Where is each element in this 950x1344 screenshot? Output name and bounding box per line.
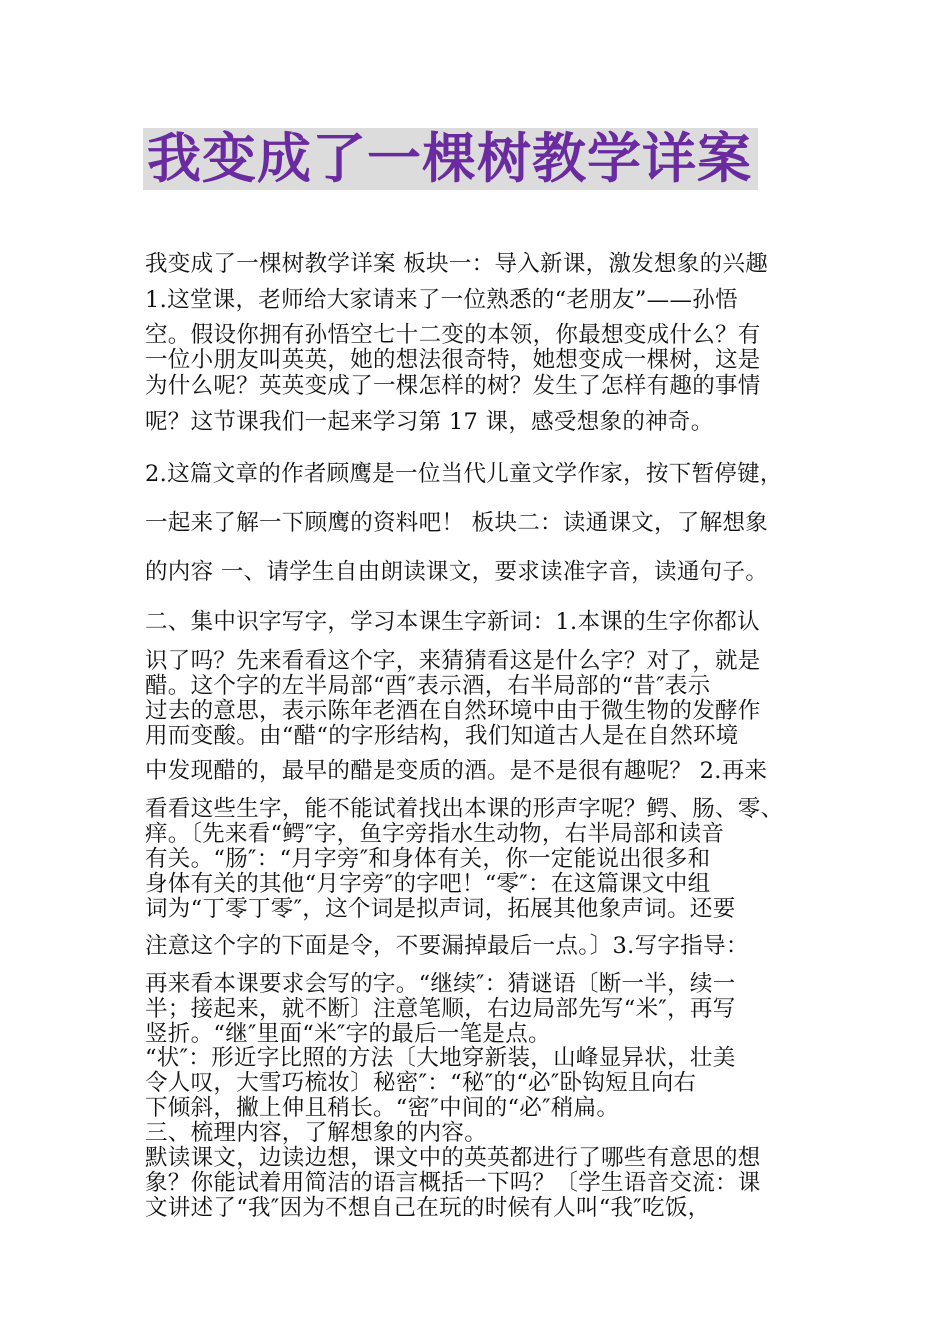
text-line: 中发现醋的，最早的醋是变质的酒。是不是很有趣呢？ 2.再来 xyxy=(145,758,768,784)
text-line: 醋。这个字的左半局部“酉″表示酒，右半局部的“昔″表示 xyxy=(145,673,711,699)
text-line: 象？你能试着用简洁的语言概括一下吗？〔学生语音交流：课 xyxy=(145,1170,761,1196)
text-line: 注意这个字的下面是令，不要漏掉最后一点。〕3.写字指导： xyxy=(145,933,749,959)
text-line: 2.这篇文章的作者顾鹰是一位当代儿童文学作家，按下暂停键， xyxy=(145,461,783,487)
text-line: 默读课文，边读边想，课文中的英英都进行了哪些有意思的想 xyxy=(145,1145,761,1171)
text-line: 看看这些生字，能不能试着找出本课的形声字呢？鳄、肠、零、 xyxy=(145,796,784,822)
text-line: 一位小朋友叫英英，她的想法很奇特，她想变成一棵树，这是 xyxy=(145,347,761,373)
text-line: 三、梳理内容，了解想象的内容。 xyxy=(145,1120,488,1146)
text-line: 为什么呢？英英变成了一棵怎样的树？发生了怎样有趣的事情 xyxy=(145,373,761,399)
text-line: 文讲述了“我″因为不想自己在玩的时候有人叫“我″吃饭， xyxy=(145,1195,711,1221)
text-line: 呢？这节课我们一起来学习第 17 课，感受想象的神奇。 xyxy=(145,409,714,435)
text-line: 半；接起来，就不断〕注意笔顺，右边局部先写“米″，再写 xyxy=(145,996,736,1022)
text-line: 我变成了一棵树教学详案 板块一：导入新课，激发想象的兴趣 xyxy=(145,251,769,277)
text-line: 再来看本课要求会写的字。“继续″：猜谜语〔断一半，续一 xyxy=(145,971,736,997)
text-line: 的内容 一、请学生自由朗读课文，要求读准字音，读通句子。 xyxy=(145,559,769,585)
text-line: 过去的意思，表示陈年老酒在自然环境中由于微生物的发酵作 xyxy=(145,698,761,724)
text-line: 竖折。“继″里面“米″字的最后一笔是点。 xyxy=(145,1021,551,1047)
text-line: 令人叹，大雪巧梳妆〕秘密″：“秘″的“必″卧钩短且向右 xyxy=(145,1070,697,1096)
text-line: 用而变酸。由“醋“的字形结构，我们知道古人是在自然环境 xyxy=(145,723,739,749)
text-line: 下倾斜，撇上伸且稍长。“密″中间的“必″稍扁。 xyxy=(145,1095,620,1121)
text-line: 二、集中识字写字，学习本课生字新词：1.本课的生字你都认 xyxy=(145,609,760,635)
document-title: 我变成了一棵树教学详案 xyxy=(143,128,758,190)
text-line: 有关。“肠″：“月字旁″和身体有关，你一定能说出很多和 xyxy=(145,846,711,872)
text-line: 一起来了解一下顾鹰的资料吧！ 板块二：读通课文，了解想象 xyxy=(145,510,769,536)
text-line: 空。假设你拥有孙悟空七十二变的本领，你最想变成什么？有 xyxy=(145,322,761,348)
text-line: “状″：形近字比照的方法〔大地穿新装，山峰显异状，壮美 xyxy=(145,1045,736,1071)
text-line: 身体有关的其他“月字旁″的字吧！“零″：在这篇课文中组 xyxy=(145,871,711,897)
text-line: 1.这堂课，老师给大家请来了一位熟悉的“老朋友”——孙悟 xyxy=(145,287,738,313)
text-line: 痒。〔先来看“鳄″字，鱼字旁指水生动物，右半局部和读音 xyxy=(145,821,725,847)
text-line: 词为“丁零丁零″，这个词是拟声词，拓展其他象声词。还要 xyxy=(145,896,736,922)
text-line: 识了吗？先来看看这个字，来猜猜看这是什么字？对了，就是 xyxy=(145,648,761,674)
